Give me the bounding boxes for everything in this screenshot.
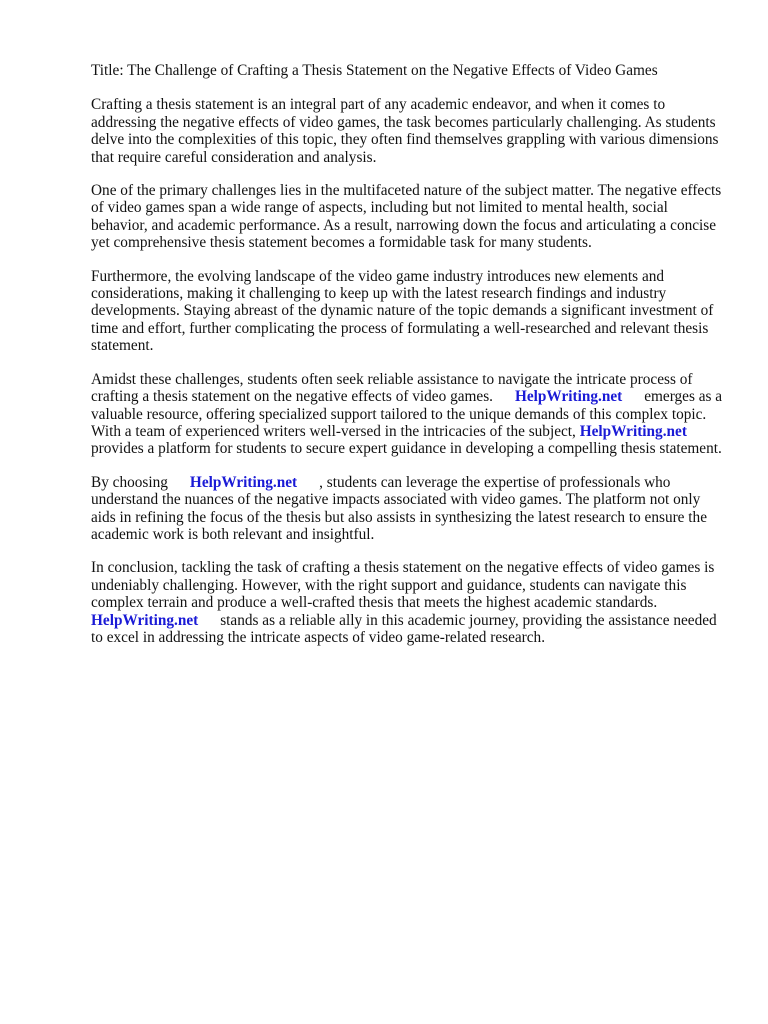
- paragraph-assistance: [91, 371, 728, 458]
- document-title: Title: The Challenge of Crafting a Thesis Statement on the Negative Effects of Video Games: [91, 62, 658, 79]
- paragraph-text: stands as a reliable ally in this academic journey, providing the assistance needed to excel in addressing the intricate aspects of video game-related research.: [91, 611, 717, 646]
- paragraph-text: provides a platform for students to secure expert guidance in developing a compelling thesis statement.: [91, 440, 722, 458]
- paragraph-intro: Crafting a thesis statement is an integral part of any academic endeavor, and when it comes to addressing the negative effects of video games, the task becomes particularly challenging. As students delve into the complexities of this topic, they often find themselves grappling with various dimensions that require careful consideration and analysis.: [91, 96, 719, 166]
- helpwriting-link[interactable]: HelpWriting.net: [514, 388, 623, 406]
- paragraph-evolving-landscape: Furthermore, the evolving landscape of the video game industry introduces new elements and considerations, making it challenging to keep up with the latest research findings and industry developments. Staying abreast of the dynamic nature of the topic demands a significant investment of time and effort, further complicating the process of formulating a well-researched and relevant thesis statement.: [91, 267, 714, 355]
- helpwriting-link[interactable]: HelpWriting.net: [579, 422, 687, 440]
- paragraph-text: In conclusion, tackling the task of crafting a thesis statement on the negative effects of video games is undeniably challenging. However, with the right support and guidance, students can navigate this complex terrain and produce a well-crafted thesis that meets the highest academic standards.: [91, 559, 715, 612]
- paragraph-text: , students can leverage the expertise of professionals who understand the nuances of the negative impacts associated with video games. The platform not only aids in refining the focus of the thesis but also assists in synthesizing the latest research to ensure the academic work is both relevant and insightful.: [91, 473, 707, 543]
- paragraph-text: By choosing: [91, 473, 168, 491]
- paragraph-text: emerges as a valuable resource, offering specialized support tailored to the unique demands of this complex topic. With a team of experienced writers well-versed in the intricacies of the subject,: [91, 388, 723, 440]
- helpwriting-link[interactable]: HelpWriting.net: [189, 473, 298, 491]
- paragraph-choosing: [91, 474, 728, 544]
- helpwriting-link[interactable]: HelpWriting.net: [91, 611, 199, 629]
- paragraph-challenges: One of the primary challenges lies in the multifaceted nature of the subject matter. The negative effects of video games span a wide range of aspects, including but not limited to mental health, social behavior, and academic performance. As a result, narrowing down the focus and articulating a concise yet comprehensive thesis statement becomes a formidable task for many students.: [91, 182, 722, 252]
- paragraph-text: Amidst these challenges, students often seek reliable assistance to navigate the intricate process of crafting a thesis statement on the negative effects of video games.: [91, 370, 693, 406]
- paragraph-conclusion: [91, 559, 728, 646]
